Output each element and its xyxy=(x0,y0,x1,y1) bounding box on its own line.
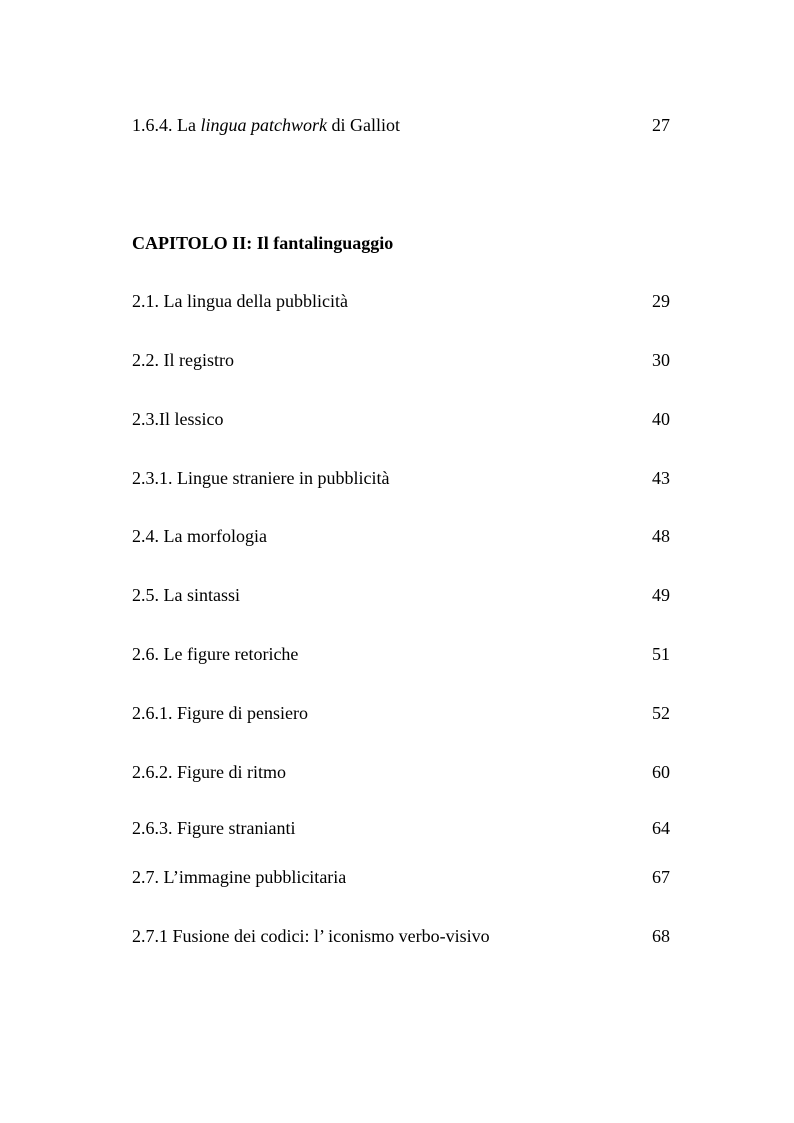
toc-entry-label: 2.6.2. Figure di ritmo xyxy=(132,762,286,782)
toc-entry-label xyxy=(132,114,400,136)
toc-entry-page: 60 xyxy=(652,762,670,782)
toc-entry-label: 2.3.1. Lingue straniere in pubblicità xyxy=(132,468,390,488)
toc-entry-label: 2.1. La lingua della pubblicità xyxy=(132,291,348,311)
toc-entry-page: 67 xyxy=(652,867,670,887)
toc-entry-page: 52 xyxy=(652,703,670,723)
toc-entry-label: 2.4. La morfologia xyxy=(132,526,267,546)
toc-entry-label: 2.6. Le figure retoriche xyxy=(132,644,299,664)
toc-entry-label: 2.7. L’immagine pubblicitaria xyxy=(132,867,347,887)
toc-entry-page: 40 xyxy=(652,409,670,429)
toc-entry-label: 2.7.1 Fusione dei codici: l’ iconismo verbo-visivo xyxy=(132,926,490,946)
toc-entry-page: 64 xyxy=(652,818,670,838)
toc-entry-italic-text: lingua patchwork xyxy=(200,115,327,135)
toc-entry-page: 30 xyxy=(652,350,670,370)
toc-entry-page: 48 xyxy=(652,526,670,546)
chapter-heading xyxy=(132,232,393,254)
toc-entry-page: 27 xyxy=(652,115,670,135)
chapter-label: CAPITOLO II: xyxy=(132,233,253,253)
toc-entry-page: 68 xyxy=(652,926,670,946)
chapter-title: Il fantalinguaggio xyxy=(252,233,394,253)
toc-entry-page: 49 xyxy=(652,585,670,605)
toc-entry-label: 2.6.3. Figure stranianti xyxy=(132,818,296,838)
toc-entry-label: 2.5. La sintassi xyxy=(132,585,240,605)
toc-entry-page: 51 xyxy=(652,644,670,664)
toc-entry-label: 2.3.Il lessico xyxy=(132,409,224,429)
toc-entry-number: 1.6.4. La xyxy=(132,115,201,135)
toc-entry-page: 43 xyxy=(652,468,670,488)
toc-entry-label: 2.2. Il registro xyxy=(132,350,234,370)
toc-entry-rest: di Galliot xyxy=(326,115,400,135)
toc-entry-page: 29 xyxy=(652,291,670,311)
toc-entry-label: 2.6.1. Figure di pensiero xyxy=(132,703,308,723)
